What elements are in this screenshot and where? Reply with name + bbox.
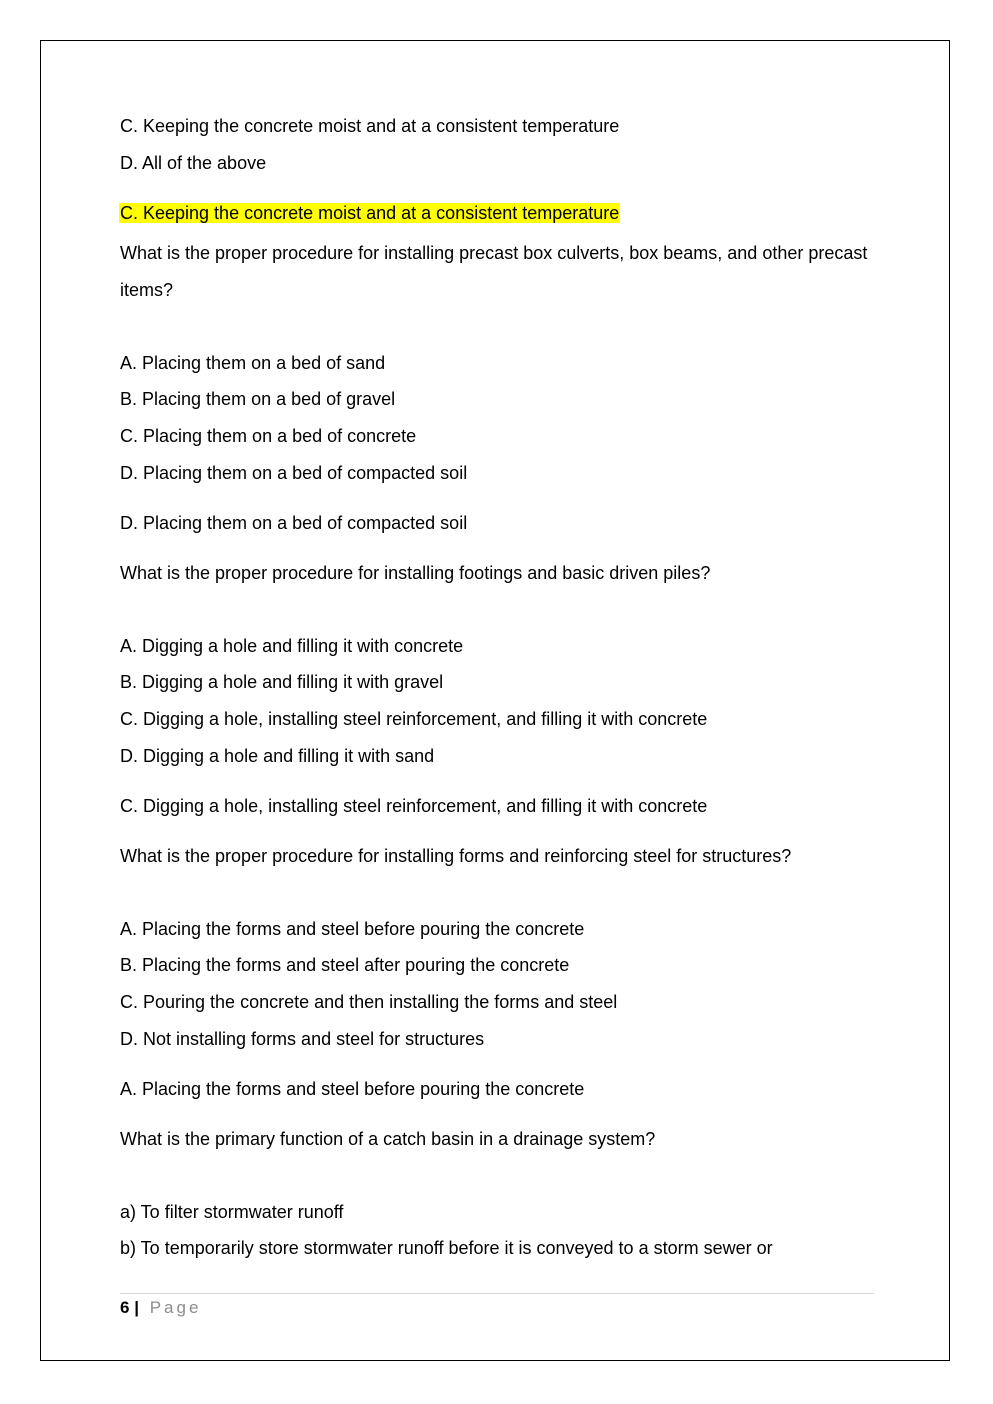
option-d: D. Placing them on a bed of compacted soil bbox=[120, 463, 468, 483]
question-text: What is the proper procedure for installing forms and reinforcing steel for structures? bbox=[120, 846, 792, 866]
option-c: C. Keeping the concrete moist and at a consistent temperature bbox=[120, 116, 620, 136]
option-a: A. Digging a hole and filling it with concrete bbox=[120, 636, 464, 656]
option-d: D. Not installing forms and steel for structures bbox=[120, 1029, 485, 1049]
option-c: C. Placing them on a bed of concrete bbox=[120, 426, 417, 446]
page-label: Page bbox=[149, 1298, 202, 1317]
footer-divider bbox=[120, 1293, 874, 1294]
option-b: B. Placing them on a bed of gravel bbox=[120, 389, 396, 409]
answer-line bbox=[120, 203, 880, 223]
page-number: 6 bbox=[120, 1298, 130, 1317]
option-a: A. Placing them on a bed of sand bbox=[120, 353, 386, 373]
option-c: C. Digging a hole, installing steel reinforcement, and filling it with concrete bbox=[120, 709, 708, 729]
option-b: b) To temporarily store stormwater runoff before it is conveyed to a storm sewer or bbox=[120, 1238, 773, 1258]
question-text: What is the primary function of a catch basin in a drainage system? bbox=[120, 1129, 656, 1149]
question-text: What is the proper procedure for installing footings and basic driven piles? bbox=[120, 563, 711, 583]
answer-line: A. Placing the forms and steel before pouring the concrete bbox=[120, 1079, 585, 1099]
answer-line: C. Digging a hole, installing steel reinforcement, and filling it with concrete bbox=[120, 796, 708, 816]
page-footer bbox=[120, 1298, 201, 1318]
question-text: What is the proper procedure for installing precast box culverts, box beams, and other precast items? bbox=[120, 243, 868, 300]
answer-line: D. Placing them on a bed of compacted soil bbox=[120, 513, 468, 533]
highlighted-answer: C. Keeping the concrete moist and at a consistent temperature bbox=[120, 203, 620, 223]
option-a: a) To filter stormwater runoff bbox=[120, 1202, 344, 1222]
option-d: D. All of the above bbox=[120, 153, 267, 173]
option-b: B. Digging a hole and filling it with gravel bbox=[120, 672, 444, 692]
document-body bbox=[120, 116, 880, 1258]
option-b: B. Placing the forms and steel after pouring the concrete bbox=[120, 955, 570, 975]
option-c: C. Pouring the concrete and then installing the forms and steel bbox=[120, 992, 618, 1012]
option-d: D. Digging a hole and filling it with sand bbox=[120, 746, 435, 766]
footer-separator: | bbox=[134, 1298, 139, 1317]
option-a: A. Placing the forms and steel before pouring the concrete bbox=[120, 919, 585, 939]
